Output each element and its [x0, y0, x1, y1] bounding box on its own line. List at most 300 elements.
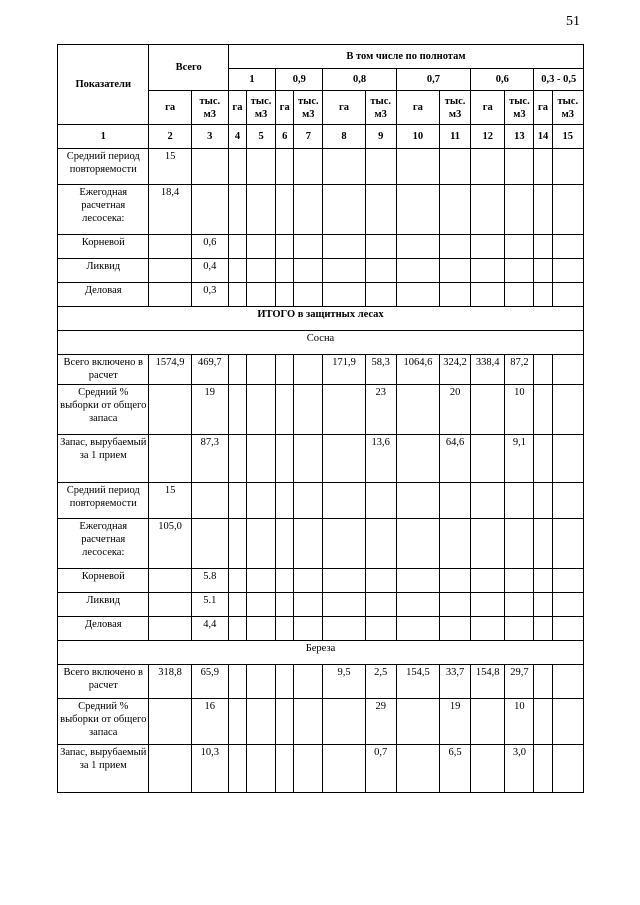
- column-number: 6: [276, 125, 294, 149]
- table-cell: [246, 235, 275, 259]
- table-cell: [228, 569, 246, 593]
- column-number: 15: [552, 125, 583, 149]
- table-cell: [396, 593, 439, 617]
- table-cell: [534, 665, 552, 699]
- table-cell: [294, 665, 323, 699]
- table-cell: [534, 283, 552, 307]
- table-cell: [552, 699, 583, 745]
- table-cell: [246, 385, 275, 435]
- table-cell: [294, 235, 323, 259]
- table-cell: [323, 569, 365, 593]
- table-cell: [552, 665, 583, 699]
- table-cell: [276, 569, 294, 593]
- table-cell: [323, 519, 365, 569]
- table-cell: 105,0: [149, 519, 191, 569]
- table-cell: [276, 283, 294, 307]
- table-cell: [276, 259, 294, 283]
- header-unit-volume: тыс. м3: [439, 91, 470, 125]
- table-cell: [276, 355, 294, 385]
- column-number: 8: [323, 125, 365, 149]
- table-cell: 13,6: [365, 435, 396, 483]
- row-label: Запас, вырубаемый за 1 прием: [58, 435, 149, 483]
- header-density-0-3-0-5: 0,3 - 0,5: [534, 69, 584, 91]
- table-cell: 171,9: [323, 355, 365, 385]
- header-unit-ha: га: [323, 91, 365, 125]
- table-cell: 87,3: [191, 435, 228, 483]
- header-unit-ha: га: [228, 91, 246, 125]
- table-cell: [228, 617, 246, 641]
- page-number: 51: [566, 14, 580, 29]
- table-cell: [246, 519, 275, 569]
- table-cell: [505, 593, 534, 617]
- table-cell: [505, 569, 534, 593]
- table-cell: [323, 235, 365, 259]
- table-cell: [505, 259, 534, 283]
- table-cell: [294, 259, 323, 283]
- table-cell: [396, 617, 439, 641]
- table-cell: 9,5: [323, 665, 365, 699]
- header-unit-volume: тыс. м3: [294, 91, 323, 125]
- header-density-0-9: 0,9: [276, 69, 323, 91]
- column-number: 12: [471, 125, 505, 149]
- table-cell: 18,4: [149, 185, 191, 235]
- row-label: Деловая: [58, 283, 149, 307]
- table-cell: [365, 483, 396, 519]
- table-cell: 0,4: [191, 259, 228, 283]
- table-cell: [552, 235, 583, 259]
- table-cell: 10: [505, 385, 534, 435]
- row-label: Ежегодная расчетная лесосека:: [58, 519, 149, 569]
- table-cell: [246, 569, 275, 593]
- table-cell: [396, 699, 439, 745]
- table-cell: [552, 435, 583, 483]
- table-cell: [439, 593, 470, 617]
- column-number: 13: [505, 125, 534, 149]
- table-cell: [439, 617, 470, 641]
- table-cell: [471, 617, 505, 641]
- header-density-0-6: 0,6: [471, 69, 534, 91]
- table-cell: [276, 617, 294, 641]
- table-row: [58, 385, 584, 435]
- header-unit-volume: тыс. м3: [365, 91, 396, 125]
- table-cell: [505, 149, 534, 185]
- table-cell: 154,5: [396, 665, 439, 699]
- table-cell: 16: [191, 699, 228, 745]
- table-cell: 15: [149, 483, 191, 519]
- table-cell: [191, 519, 228, 569]
- table-cell: [228, 235, 246, 259]
- table-cell: [149, 569, 191, 593]
- table-cell: [246, 665, 275, 699]
- table-cell: [534, 235, 552, 259]
- row-label: Средний период повторяемости: [58, 149, 149, 185]
- table-cell: 87,2: [505, 355, 534, 385]
- row-label: Корневой: [58, 569, 149, 593]
- column-number: 7: [294, 125, 323, 149]
- column-number: 10: [396, 125, 439, 149]
- table-cell: [323, 745, 365, 793]
- row-label: Средний % выборки от общего запаса: [58, 699, 149, 745]
- table-row: [58, 149, 584, 185]
- table-cell: [246, 435, 275, 483]
- table-cell: 64,6: [439, 435, 470, 483]
- section-row: [58, 307, 584, 331]
- table-cell: [246, 259, 275, 283]
- table-cell: [365, 593, 396, 617]
- table-cell: [471, 185, 505, 235]
- table-cell: [365, 519, 396, 569]
- table-cell: [323, 617, 365, 641]
- table-cell: [294, 519, 323, 569]
- table-cell: [439, 283, 470, 307]
- table-cell: [228, 259, 246, 283]
- table-row: [58, 235, 584, 259]
- table-row: [58, 665, 584, 699]
- table-cell: [534, 149, 552, 185]
- table-cell: [294, 483, 323, 519]
- table-cell: 1574,9: [149, 355, 191, 385]
- table-cell: [228, 355, 246, 385]
- table-cell: [552, 149, 583, 185]
- table-cell: [552, 519, 583, 569]
- table-cell: [439, 569, 470, 593]
- table-row: [58, 519, 584, 569]
- table-cell: [228, 483, 246, 519]
- header-unit-ha: га: [276, 91, 294, 125]
- table-cell: [294, 435, 323, 483]
- row-label: Всего включено в расчет: [58, 355, 149, 385]
- row-label: Всего включено в расчет: [58, 665, 149, 699]
- table-cell: 0,3: [191, 283, 228, 307]
- table-cell: [149, 283, 191, 307]
- table-cell: [228, 519, 246, 569]
- table-row: [58, 435, 584, 483]
- column-number: 9: [365, 125, 396, 149]
- table-cell: [439, 483, 470, 519]
- table-cell: 324,2: [439, 355, 470, 385]
- table-cell: 65,9: [191, 665, 228, 699]
- header-unit-volume: тыс. м3: [246, 91, 275, 125]
- table-cell: 2,5: [365, 665, 396, 699]
- table-cell: 9,1: [505, 435, 534, 483]
- table-row: [58, 593, 584, 617]
- table-cell: [471, 593, 505, 617]
- table-cell: [534, 483, 552, 519]
- table-cell: [149, 699, 191, 745]
- table-cell: [246, 483, 275, 519]
- table-cell: [276, 385, 294, 435]
- row-label: Ликвид: [58, 593, 149, 617]
- header-density-1: 1: [228, 69, 275, 91]
- column-number: 3: [191, 125, 228, 149]
- table-cell: [246, 617, 275, 641]
- table-cell: [471, 699, 505, 745]
- table-cell: [294, 593, 323, 617]
- table-cell: [246, 185, 275, 235]
- table-cell: [365, 149, 396, 185]
- row-label: Ликвид: [58, 259, 149, 283]
- table-row: [58, 483, 584, 519]
- table-cell: [276, 665, 294, 699]
- table-cell: [471, 283, 505, 307]
- table-cell: [534, 593, 552, 617]
- table-cell: [396, 185, 439, 235]
- header-unit-volume: тыс. м3: [552, 91, 583, 125]
- table-cell: [365, 185, 396, 235]
- table-cell: [439, 235, 470, 259]
- header-density-0-7: 0,7: [396, 69, 470, 91]
- table-cell: [534, 699, 552, 745]
- column-number: 2: [149, 125, 191, 149]
- table-cell: [149, 617, 191, 641]
- table-cell: [552, 355, 583, 385]
- table-cell: 5.8: [191, 569, 228, 593]
- table-cell: [471, 745, 505, 793]
- table-row: [58, 699, 584, 745]
- table-cell: [191, 483, 228, 519]
- table-cell: [534, 569, 552, 593]
- table-cell: [191, 149, 228, 185]
- table-cell: 58,3: [365, 355, 396, 385]
- column-number: 4: [228, 125, 246, 149]
- table-cell: [439, 149, 470, 185]
- table-cell: 338,4: [471, 355, 505, 385]
- table-cell: [294, 283, 323, 307]
- table-cell: [365, 259, 396, 283]
- table-cell: [534, 617, 552, 641]
- table-cell: [276, 149, 294, 185]
- row-label: Запас, вырубаемый за 1 прием: [58, 745, 149, 793]
- table-cell: [276, 519, 294, 569]
- table-cell: [228, 593, 246, 617]
- table-cell: [294, 385, 323, 435]
- forest-indicators-table: [57, 44, 584, 793]
- table-cell: [294, 185, 323, 235]
- table-cell: [276, 699, 294, 745]
- table-cell: [471, 483, 505, 519]
- table-cell: [396, 569, 439, 593]
- table-cell: [294, 699, 323, 745]
- table-cell: [552, 569, 583, 593]
- table-cell: [323, 435, 365, 483]
- table-cell: [149, 745, 191, 793]
- table-cell: [276, 483, 294, 519]
- table-cell: [149, 593, 191, 617]
- table-cell: [534, 185, 552, 235]
- subsection-row: [58, 331, 584, 355]
- table-cell: 20: [439, 385, 470, 435]
- table-cell: 29,7: [505, 665, 534, 699]
- subsection-row: [58, 641, 584, 665]
- table-cell: [471, 519, 505, 569]
- table-cell: 0,7: [365, 745, 396, 793]
- table-cell: [534, 435, 552, 483]
- column-number: 5: [246, 125, 275, 149]
- species-title: Береза: [58, 641, 584, 665]
- table-cell: [323, 385, 365, 435]
- table-cell: 1064,6: [396, 355, 439, 385]
- table-cell: [471, 235, 505, 259]
- table-cell: [396, 519, 439, 569]
- table-cell: [246, 593, 275, 617]
- table-cell: [228, 699, 246, 745]
- table-cell: [246, 745, 275, 793]
- table-cell: [396, 259, 439, 283]
- table-cell: [505, 235, 534, 259]
- table-cell: [323, 185, 365, 235]
- table-row: [58, 745, 584, 793]
- table-cell: [471, 385, 505, 435]
- table-cell: [323, 149, 365, 185]
- table-cell: 3,0: [505, 745, 534, 793]
- table-cell: [471, 435, 505, 483]
- table-cell: [149, 259, 191, 283]
- table-cell: [534, 385, 552, 435]
- table-cell: 29: [365, 699, 396, 745]
- column-number: 14: [534, 125, 552, 149]
- table-cell: [505, 483, 534, 519]
- table-cell: 0,6: [191, 235, 228, 259]
- table-cell: [191, 185, 228, 235]
- table-cell: 33,7: [439, 665, 470, 699]
- header-unit-ha: га: [149, 91, 191, 125]
- table-cell: [552, 593, 583, 617]
- table-row: [58, 569, 584, 593]
- table-cell: [534, 259, 552, 283]
- header-unit-ha: га: [534, 91, 552, 125]
- table-cell: 318,8: [149, 665, 191, 699]
- table-cell: [276, 593, 294, 617]
- table-cell: [365, 617, 396, 641]
- table-cell: [552, 617, 583, 641]
- table-cell: [228, 745, 246, 793]
- table-cell: [505, 519, 534, 569]
- table-cell: 10,3: [191, 745, 228, 793]
- table-cell: [552, 185, 583, 235]
- table-cell: [323, 699, 365, 745]
- table-cell: [396, 385, 439, 435]
- table-cell: [471, 259, 505, 283]
- table-cell: [294, 617, 323, 641]
- table-cell: [294, 569, 323, 593]
- table-cell: [149, 385, 191, 435]
- table-cell: [471, 149, 505, 185]
- table-cell: [534, 519, 552, 569]
- table-cell: [471, 569, 505, 593]
- table-row: [58, 617, 584, 641]
- table-cell: [149, 435, 191, 483]
- table-row: [58, 185, 584, 235]
- table-cell: [276, 185, 294, 235]
- table-cell: 10: [505, 699, 534, 745]
- table-cell: [552, 483, 583, 519]
- header-total: Всего: [149, 45, 228, 91]
- table-cell: [228, 185, 246, 235]
- table-cell: 23: [365, 385, 396, 435]
- table-row: [58, 259, 584, 283]
- table-cell: [228, 665, 246, 699]
- table-cell: [149, 235, 191, 259]
- table-cell: [439, 185, 470, 235]
- table-row: [58, 283, 584, 307]
- table-cell: [323, 483, 365, 519]
- table-cell: 19: [191, 385, 228, 435]
- table-cell: [552, 745, 583, 793]
- table-cell: 19: [439, 699, 470, 745]
- table-cell: [323, 259, 365, 283]
- table-cell: [552, 259, 583, 283]
- table-cell: [246, 355, 275, 385]
- header-unit-ha: га: [396, 91, 439, 125]
- table-cell: [294, 745, 323, 793]
- table-cell: [365, 283, 396, 307]
- table-cell: [228, 283, 246, 307]
- column-number: 1: [58, 125, 149, 149]
- row-label: Средний период повторяемости: [58, 483, 149, 519]
- header-including-by-density: В том числе по полнотам: [228, 45, 583, 69]
- table-cell: 6,5: [439, 745, 470, 793]
- species-title: Сосна: [58, 331, 584, 355]
- row-label: Ежегодная расчетная лесосека:: [58, 185, 149, 235]
- table-cell: [534, 745, 552, 793]
- row-label: Деловая: [58, 617, 149, 641]
- table-cell: [552, 385, 583, 435]
- table-cell: [396, 483, 439, 519]
- table-cell: [246, 149, 275, 185]
- table-cell: [396, 149, 439, 185]
- table-cell: [396, 435, 439, 483]
- table-cell: [276, 235, 294, 259]
- table-cell: [294, 149, 323, 185]
- table-cell: [228, 385, 246, 435]
- header-unit-volume: тыс. м3: [505, 91, 534, 125]
- table-cell: [439, 519, 470, 569]
- table-cell: [323, 593, 365, 617]
- section-title: ИТОГО в защитных лесах: [58, 307, 584, 331]
- table-cell: [505, 617, 534, 641]
- table-cell: [505, 283, 534, 307]
- table-cell: [246, 283, 275, 307]
- table-cell: 469,7: [191, 355, 228, 385]
- table-row: [58, 355, 584, 385]
- table-cell: [294, 355, 323, 385]
- row-label: Корневой: [58, 235, 149, 259]
- table-cell: [246, 699, 275, 745]
- table-cell: [276, 745, 294, 793]
- table-cell: 15: [149, 149, 191, 185]
- header-unit-volume: тыс. м3: [191, 91, 228, 125]
- table-cell: [276, 435, 294, 483]
- table-cell: 5.1: [191, 593, 228, 617]
- table-cell: [396, 235, 439, 259]
- header-density-0-8: 0,8: [323, 69, 396, 91]
- table-cell: [439, 259, 470, 283]
- header-indicators: Показатели: [58, 45, 149, 125]
- table-cell: [552, 283, 583, 307]
- table-cell: [534, 355, 552, 385]
- table-cell: 154,8: [471, 665, 505, 699]
- table-cell: [505, 185, 534, 235]
- header-unit-ha: га: [471, 91, 505, 125]
- table-cell: [228, 149, 246, 185]
- row-label: Средний % выборки от общего запаса: [58, 385, 149, 435]
- table-cell: [396, 283, 439, 307]
- table-cell: [365, 569, 396, 593]
- column-number: 11: [439, 125, 470, 149]
- table-cell: [365, 235, 396, 259]
- table-cell: [323, 283, 365, 307]
- table-cell: [396, 745, 439, 793]
